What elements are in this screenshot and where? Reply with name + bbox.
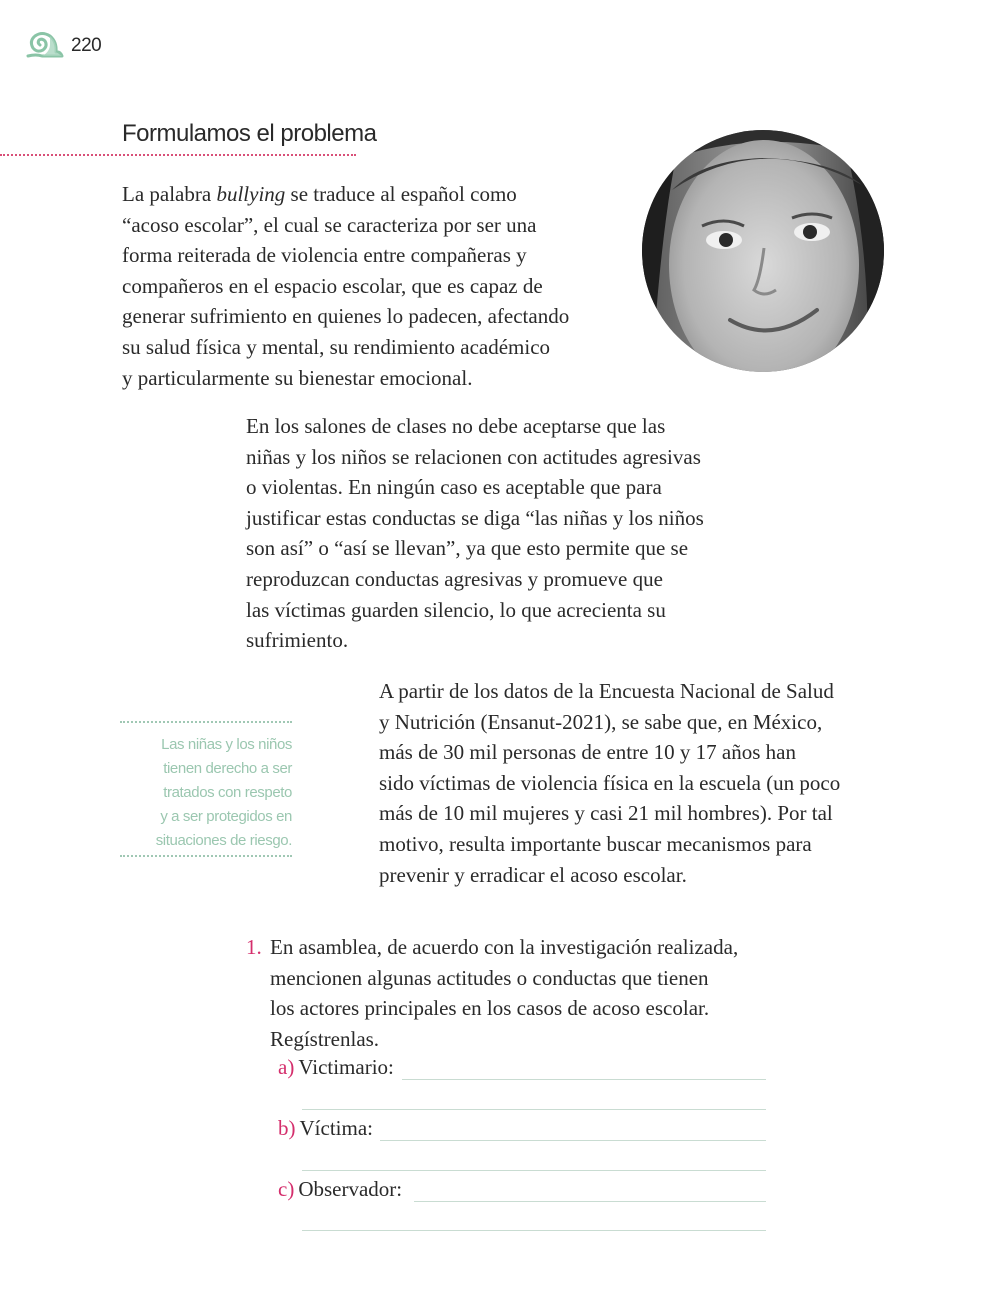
side-note-line: Las niñas y los niños (161, 736, 292, 753)
intro-line: y particularmente su bienestar emocional. (122, 365, 473, 390)
item-observador (278, 1177, 402, 1202)
intro-line: compañeros en el espacio escolar, que es capaz de (122, 273, 543, 298)
activity-line: mencionen algunas actitudes o conductas que tienen (270, 965, 709, 990)
item-label: Victimario: (298, 1055, 394, 1079)
side-note-line: y a ser protegidos en (160, 808, 292, 825)
paragraph-line: En los salones de clases no debe aceptarse que las (246, 414, 666, 438)
paragraph-line: sufrimiento. (246, 628, 349, 653)
item-label: Observador: (298, 1177, 403, 1201)
page-number: 220 (71, 35, 102, 56)
paragraph-line: reproduzcan conductas agresivas y promueve que (246, 566, 663, 591)
page-header (26, 30, 101, 62)
answer-line-victima-1[interactable] (380, 1140, 766, 1141)
title-underline (0, 154, 356, 156)
girl-portrait-image (642, 130, 884, 372)
intro-line-1 (122, 179, 569, 210)
paragraph-line: más de 30 mil personas de entre 10 y 17 años han (379, 740, 796, 765)
paragraph-line: o violentas. En ningún caso es aceptable que para (246, 475, 662, 500)
item-victima (278, 1116, 373, 1141)
portrait-photo (642, 130, 884, 372)
paragraph-line: justificar estas conductas se diga “las niñas y los niños (246, 505, 704, 530)
section-title: Formulamos el problema (122, 120, 377, 147)
item-victimario (278, 1055, 394, 1080)
answer-line-observador-1[interactable] (414, 1201, 766, 1202)
answer-line-victima-2[interactable] (302, 1170, 766, 1171)
answer-line-victimario-1[interactable] (402, 1079, 766, 1080)
side-note-line: tratados con respeto (163, 784, 292, 801)
snail-icon (26, 28, 64, 65)
paragraph-line: más de 10 mil mujeres y casi 21 mil hombres). Por tal (379, 801, 833, 826)
paragraph-2 (246, 411, 704, 656)
intro-line: forma reiterada de violencia entre compañeras y (122, 243, 527, 268)
item-label: Víctima: (299, 1116, 373, 1140)
activity-line: En asamblea, de acuerdo con la investigación realizada, (270, 935, 739, 959)
intro-paragraph (122, 179, 569, 393)
activity-number: 1. (246, 935, 262, 959)
intro-line: “acoso escolar”, el cual se caracteriza por ser una (122, 212, 537, 237)
side-note-line: situaciones de riesgo. (155, 832, 292, 849)
paragraph-line: motivo, resulta importante buscar mecanismos para (379, 831, 812, 856)
activity-line: los actores principales en los casos de acoso escolar. (270, 996, 710, 1021)
activity-instructions (270, 932, 738, 1054)
activity-line: Regístrenlas. (270, 1026, 380, 1051)
intro-line-1-rest: se traduce al español como (290, 182, 517, 206)
answer-line-observador-2[interactable] (302, 1230, 766, 1231)
paragraph-line: A partir de los datos de la Encuesta Nacional de Salud (379, 679, 834, 703)
item-letter: c) (278, 1177, 295, 1201)
keyword-bullying: bullying (216, 182, 286, 206)
side-note (120, 721, 292, 857)
side-note-line: tienen derecho a ser (163, 760, 292, 777)
paragraph-line: y Nutrición (Ensanut-2021), se sabe que, en México, (379, 709, 823, 734)
paragraph-line: niñas y los niños se relacionen con actitudes agresivas (246, 444, 701, 469)
paragraph-line: son así” o “así se llevan”, ya que esto permite que se (246, 536, 689, 561)
item-letter: a) (278, 1055, 295, 1079)
paragraph-3 (379, 676, 840, 890)
intro-line: su salud física y mental, su rendimiento académico (122, 334, 551, 359)
intro-prefix: La palabra (122, 182, 217, 206)
paragraph-line: prevenir y erradicar el acoso escolar. (379, 862, 687, 887)
answer-line-victimario-2[interactable] (302, 1109, 766, 1110)
paragraph-line: las víctimas guarden silencio, lo que acrecienta su (246, 597, 666, 622)
item-letter: b) (278, 1116, 296, 1140)
intro-line: generar sufrimiento en quienes lo padecen, afectando (122, 304, 570, 329)
paragraph-line: sido víctimas de violencia física en la escuela (un poco (379, 770, 841, 795)
